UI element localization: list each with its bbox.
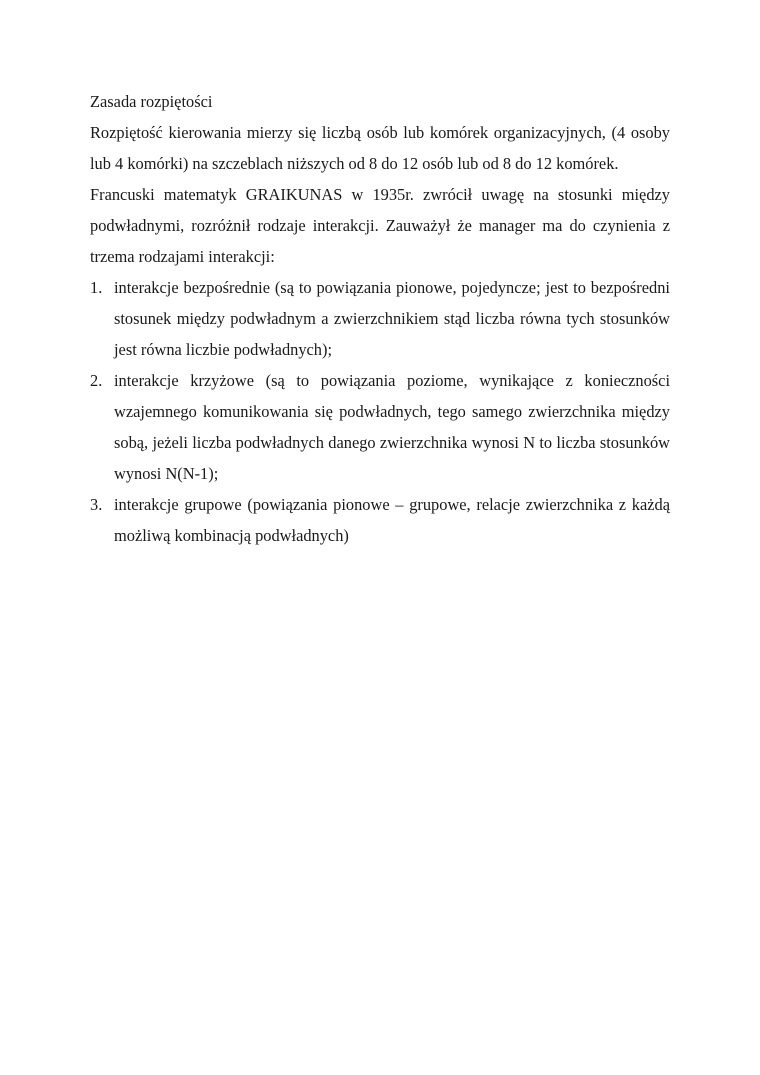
list-item-text: interakcje bezpośrednie (są to powiązania pionowe, pojedyncze; jest to bezpośredni stosunek między podwładnym a zwierzchnikiem stąd liczba równa tych stosunków jest równa liczbie podwładnych); bbox=[114, 278, 670, 359]
list-item-number: 1. bbox=[90, 278, 103, 297]
paragraph-span-of-control: Rozpiętość kierowania mierzy się liczbą osób lub komórek organizacyjnych, (4 osoby lub 4 komórki) na szczeblach niższych od 8 do 12 osób lub od 8 do 12 komórek. bbox=[90, 123, 670, 173]
interaction-types-list bbox=[90, 272, 670, 551]
list-item-number: 2. bbox=[90, 371, 103, 390]
list-item-number: 3. bbox=[90, 495, 103, 514]
list-item-direct-interactions bbox=[90, 272, 670, 365]
document-body bbox=[90, 86, 670, 551]
list-item-text: interakcje krzyżowe (są to powiązania poziome, wynikające z konieczności wzajemnego komunikowania się podwładnych, tego samego zwierzchnika między sobą, jeżeli liczba podwładnych danego zwierzchnika wynosi N to liczba stosunków wynosi N(N-1); bbox=[114, 371, 670, 483]
document-title: Zasada rozpiętości bbox=[90, 92, 213, 111]
list-item-group-interactions bbox=[90, 489, 670, 551]
paragraph-graikunas: Francuski matematyk GRAIKUNAS w 1935r. zwrócił uwagę na stosunki między podwładnymi, rozróżnił rodzaje interakcji. Zauważył że manager ma do czynienia z trzema rodzajami interakcji: bbox=[90, 185, 670, 266]
list-item-cross-interactions bbox=[90, 365, 670, 489]
list-item-text: interakcje grupowe (powiązania pionowe – grupowe, relacje zwierzchnika z każdą możliwą kombinacją podwładnych) bbox=[114, 495, 670, 545]
